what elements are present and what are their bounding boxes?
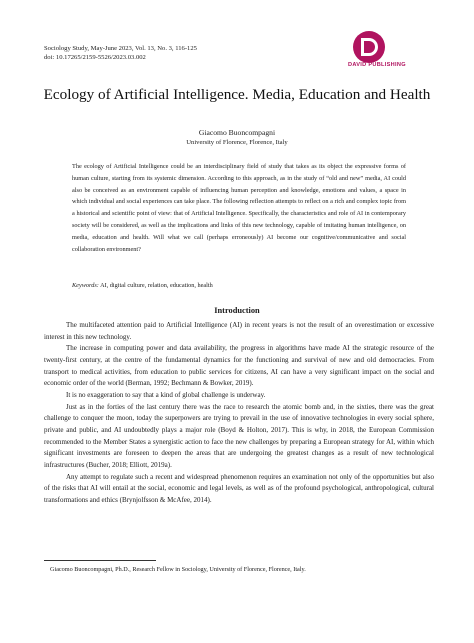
footnote-divider (44, 560, 156, 561)
keywords-list: AI, digital culture, relation, education, health (98, 282, 213, 289)
paragraph: The increase in computing power and data availability, the progress in algorithms have made AI the strategic resource of the twenty-first century, at the centre of the fundamental dynamics for the functioning and survival of new and old democracies. From transport to medical activities, from education to public services for citizens, AI can have a very significant impact on the social and economic order of the world (Berman, 1992; Bechmann & Bowker, 2019). (44, 344, 434, 388)
keywords (72, 282, 406, 289)
paragraph: The multifaceted attention paid to Artificial Intelligence (AI) in recent years is not the result of an overestimation or excessive interest in this new technology. (44, 321, 434, 341)
paragraph: It is no exaggeration to say that a kind of global challenge is underway. (66, 390, 266, 399)
author-affiliation: University of Florence, Florence, Italy (186, 139, 288, 146)
footnote: Giacomo Buoncompagni, Ph.D., Research Fellow in Sociology, University of Florence, Florence, Italy. (50, 566, 306, 573)
doi-line: doi: 10.17265/2159-5526/2023.03.002 (44, 54, 146, 61)
journal-citation: Sociology Study, May-June 2023, Vol. 13, No. 3, 116-125 (44, 45, 197, 52)
publisher-logo-mark-icon (340, 30, 436, 64)
abstract-text: The ecology of Artificial Intelligence could be an interdisciplinary field of study that takes as its object the expressive forms of human culture, starting from its systemic dimension. According to this approach, as in the study of “old and new” media, AI could also be conceived as an environment capable of influencing human perception and knowledge, emotions and values, a space in which individual and social experiences can take place. The following reflection attempts to reflect on a rich and complex topic from a historical and scientific point of view: that of Artificial Intelligence. Specifically, the characteristics and role of AI in contemporary society will be considered, as well as the implications and links of this new technology, capable of imitating human intelligence, on media, education and health. Will what we call (perhaps erroneously) AI become our cognitive/communicative and social collaboration environment? (72, 163, 406, 253)
section-heading-introduction: Introduction (214, 306, 260, 315)
keywords-label: Keywords: (72, 282, 99, 289)
paragraph: Any attempt to regulate such a recent and widespread phenomenon requires an examination not only of the opportunities but also of the risks that AI will entail at the social, economic and legal levels, as well as of the profound psychological, anthropological, cultural transformations and ethics (Brynjolfsson & McAfee, 2014). (44, 472, 434, 504)
introduction-body (44, 320, 434, 507)
paper-title: Ecology of Artificial Intelligence. Media, Education and Health (43, 86, 431, 103)
abstract (72, 161, 406, 255)
publisher-logo-text: DAVID PUBLISHING (348, 62, 406, 68)
publisher-logo (340, 30, 436, 74)
journal-header (44, 44, 197, 62)
paragraph: Just as in the forties of the last century there was the race to research the atomic bomb and, in the sixties, there was the great challenge to conquer the moon, today the superpowers are trying to prevail in the use of innovative technologies in every social sphere, private and public, and AI undoubtedly plays a major role (Boyd & Holton, 2017). This is why, in 2018, the European Commission recommended to the Member States a synergistic action to face the new challenges by preparing a European strategy for AI, within which significant investments are foreseen to deepen the areas that are undergoing the greatest changes as a result of new technological infrastructures (Bucher, 2018; Elliott, 2019a). (44, 402, 434, 469)
author-name: Giacomo Buoncompagni (198, 128, 276, 137)
